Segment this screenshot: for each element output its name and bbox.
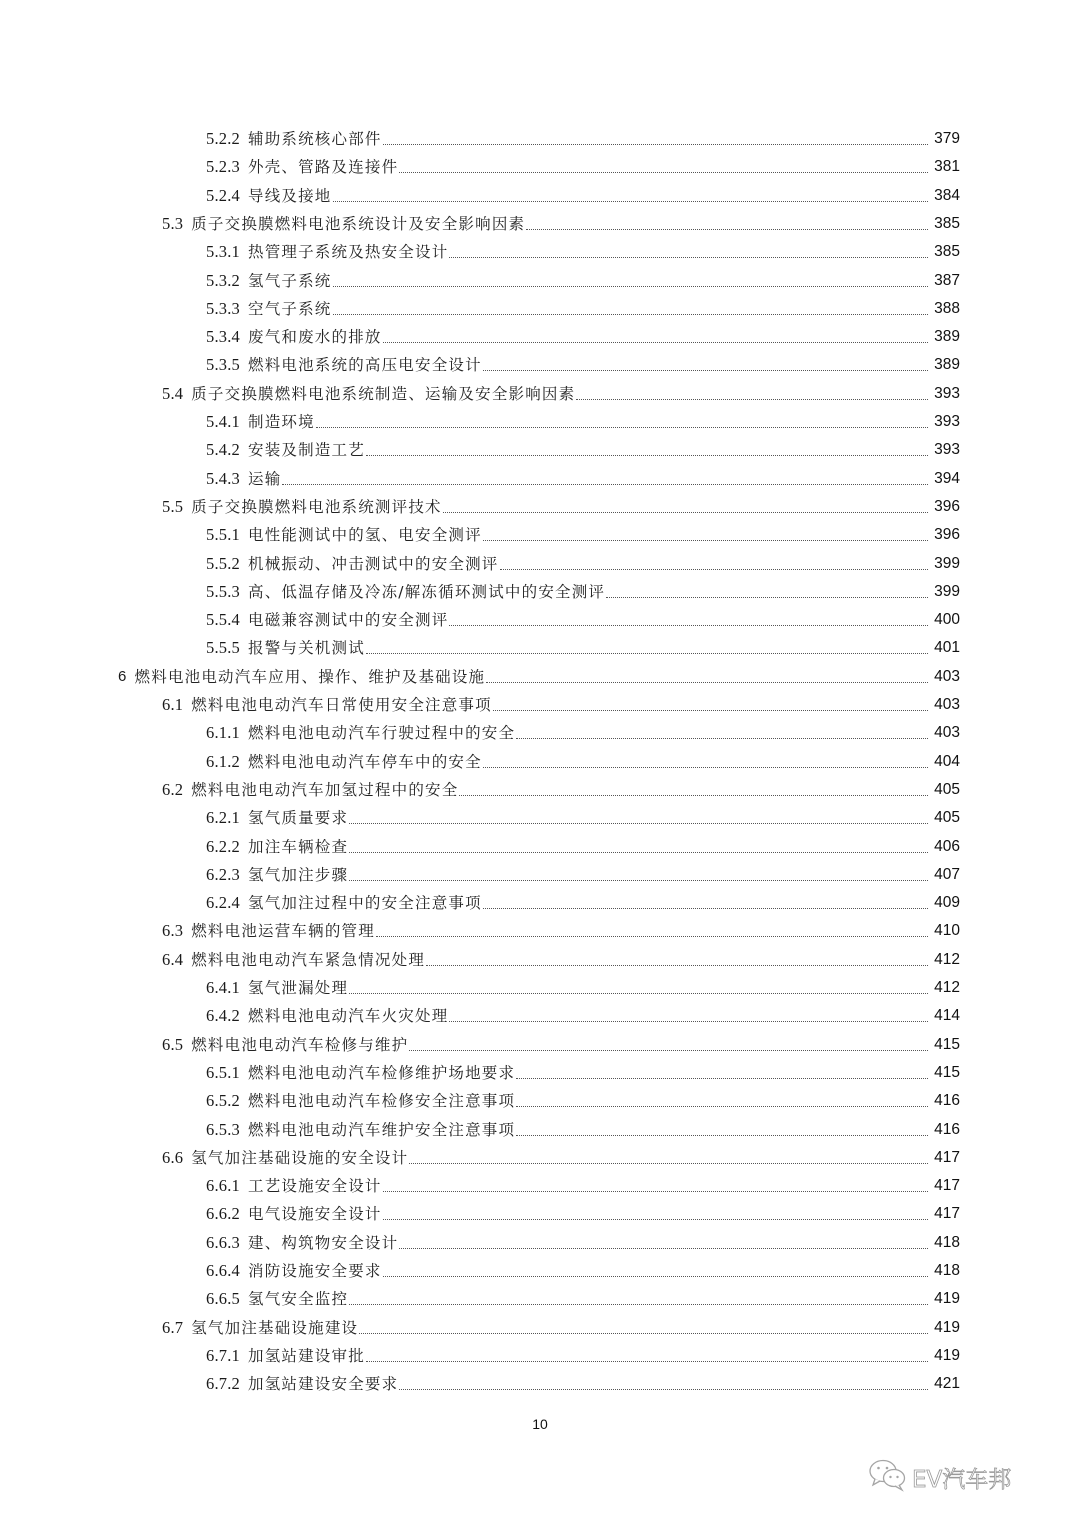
toc-entry[interactable] [0, 323, 960, 351]
toc-entry-title: 燃料电池电动汽车日常使用安全注意事项 [191, 696, 492, 714]
toc-entry-page: 381 [934, 158, 960, 176]
toc-entry-page: 410 [934, 922, 960, 940]
toc-entry[interactable] [0, 125, 960, 153]
toc-entry-page: 409 [934, 894, 960, 912]
toc-entry-page: 384 [934, 186, 960, 204]
toc-entry-page: 414 [934, 1007, 960, 1025]
toc-entry-title: 氢气加注步骤 [248, 865, 349, 884]
toc-entry-title: 燃料电池电动汽车检修与维护 [191, 1035, 409, 1054]
toc-entry[interactable] [0, 1116, 960, 1144]
dot-leader [516, 719, 928, 747]
toc-entry-page: 399 [934, 582, 960, 600]
toc-entry[interactable] [0, 776, 960, 804]
watermark [868, 1458, 1011, 1496]
toc-entry[interactable] [0, 1002, 960, 1030]
dot-leader [516, 1059, 928, 1087]
toc-entry[interactable] [0, 408, 960, 436]
toc-entry-page: 415 [934, 1035, 960, 1053]
toc-entry-title: 质子交换膜燃料电池系统制造、运输及安全影响因素 [191, 384, 576, 403]
toc-entry-title: 氢气加注基础设施建设 [191, 1318, 359, 1337]
toc-entry-number: 6 [118, 667, 127, 685]
toc-entry[interactable] [0, 804, 960, 832]
toc-entry-page: 405 [934, 780, 960, 798]
toc-entry-title: 运输 [248, 469, 282, 488]
toc-entry[interactable] [0, 1172, 960, 1200]
toc-entry-page: 406 [934, 837, 960, 855]
toc-entry-title: 氢气质量要求 [248, 809, 349, 828]
toc-entry[interactable] [0, 889, 960, 917]
toc-entry-page: 399 [934, 554, 960, 572]
toc-entry[interactable] [0, 267, 960, 295]
dot-leader [459, 776, 928, 804]
toc-entry-page: 379 [934, 130, 960, 147]
toc-entry[interactable] [0, 1285, 960, 1313]
toc-entry[interactable] [0, 1257, 960, 1285]
toc-entry-page: 412 [934, 950, 960, 968]
toc-entry-title: 外壳、管路及连接件 [248, 158, 399, 177]
toc-entry[interactable] [0, 436, 960, 464]
dot-leader [483, 748, 928, 776]
toc-entry-title: 机械振动、冲击测试中的安全测评 [248, 554, 499, 573]
toc-entry-page: 419 [934, 1346, 960, 1364]
toc-entry-page: 393 [934, 441, 960, 459]
toc-entry-number: 6.2.1 [206, 808, 240, 828]
toc-entry-number: 5.2.3 [206, 157, 240, 177]
toc-entry-title: 制造环境 [248, 413, 315, 431]
toc-entry-number: 6.7.1 [206, 1345, 240, 1365]
dot-leader [383, 323, 928, 351]
dot-leader [366, 634, 928, 662]
toc-entry[interactable] [0, 748, 960, 776]
toc-entry-page: 396 [934, 497, 960, 515]
dot-leader [366, 436, 928, 464]
toc-entry-number: 5.3 [162, 213, 184, 233]
toc-entry-number: 6.2 [162, 779, 184, 799]
toc-entry-number: 5.2.2 [206, 129, 240, 148]
toc-entry-page: 418 [934, 1233, 960, 1251]
toc-entry[interactable] [0, 1370, 960, 1398]
toc-entry-page: 421 [934, 1375, 960, 1393]
toc-entry-page: 388 [934, 299, 960, 317]
toc-entry-page: 400 [934, 611, 960, 629]
toc-entry[interactable] [0, 521, 960, 549]
toc-entry[interactable] [0, 1200, 960, 1228]
toc-entry[interactable] [0, 1087, 960, 1115]
toc-entry-page: 394 [934, 469, 960, 487]
toc-entry-page: 417 [934, 1205, 960, 1223]
page-number: 10 [532, 1416, 548, 1432]
toc-entry-title: 加氢站建设安全要求 [248, 1375, 399, 1394]
toc-entry[interactable] [0, 719, 960, 747]
toc-entry-number: 6.6.4 [206, 1261, 240, 1280]
toc-entry[interactable] [0, 1031, 960, 1059]
toc-entry-title: 导线及接地 [248, 186, 332, 205]
dot-leader [449, 606, 928, 634]
toc-entry-page: 389 [934, 328, 960, 346]
toc-entry-number: 5.4.1 [206, 412, 240, 431]
toc-entry-number: 5.5.3 [206, 581, 240, 601]
toc-entry-title: 燃料电池电动汽车行驶过程中的安全 [248, 724, 516, 743]
toc-entry-title: 氢气子系统 [248, 271, 332, 290]
toc-entry-number: 6.5 [162, 1034, 184, 1054]
toc-entry[interactable] [0, 493, 960, 521]
toc-entry-number: 5.4.2 [206, 440, 240, 460]
wechat-icon [868, 1458, 908, 1496]
toc-entry-title: 安装及制造工艺 [248, 441, 365, 460]
toc-entry-number: 6.6.2 [206, 1204, 240, 1224]
toc-entry-number: 6.1 [162, 695, 184, 714]
dot-leader [483, 889, 928, 917]
dot-leader [576, 380, 928, 408]
toc-entry-number: 6.5.2 [206, 1091, 240, 1111]
toc-entry[interactable] [0, 550, 960, 578]
toc-entry-page: 417 [934, 1177, 960, 1195]
toc-entry[interactable] [0, 238, 960, 266]
dot-leader [443, 493, 928, 521]
toc-entry-number: 6.5.1 [206, 1062, 240, 1082]
toc-entry-page: 417 [934, 1148, 960, 1166]
toc-entry-number: 5.4 [162, 383, 184, 403]
toc-entry-page: 403 [934, 724, 960, 742]
toc-entry[interactable] [0, 1144, 960, 1172]
dot-leader [349, 974, 928, 1002]
toc-entry-number: 6.1.1 [206, 723, 240, 743]
toc-entry-title: 氢气泄漏处理 [248, 979, 349, 997]
toc-entry-page: 396 [934, 526, 960, 544]
toc-entry-title: 电磁兼容测试中的安全测评 [248, 611, 449, 630]
dot-leader [366, 1342, 928, 1370]
toc-entry[interactable] [0, 1229, 960, 1257]
toc-entry-title: 电气设施安全设计 [248, 1205, 382, 1224]
dot-leader [316, 408, 928, 436]
toc-entry-number: 5.3.3 [206, 298, 240, 318]
toc-entry-page: 412 [934, 979, 960, 996]
toc-entry-page: 416 [934, 1092, 960, 1110]
dot-leader [383, 125, 928, 153]
toc-entry-number: 6.3 [162, 921, 184, 941]
toc-entry-page: 385 [934, 214, 960, 232]
toc-entry-page: 403 [934, 667, 960, 685]
toc-entry-title: 废气和废水的排放 [248, 328, 382, 347]
toc-entry[interactable] [0, 153, 960, 181]
toc-entry[interactable] [0, 182, 960, 210]
toc-entry-number: 5.2.4 [206, 185, 240, 205]
toc-entry-page: 419 [934, 1318, 960, 1336]
toc-entry-title: 氢气加注基础设施的安全设计 [191, 1148, 409, 1167]
toc-entry-title: 工艺设施安全设计 [248, 1177, 382, 1196]
dot-leader [399, 1370, 928, 1398]
toc-entry-page: 415 [934, 1063, 960, 1081]
toc-entry-title: 燃料电池电动汽车维护安全注意事项 [248, 1120, 516, 1139]
toc-entry-page: 404 [934, 752, 960, 770]
dot-leader [449, 1002, 928, 1030]
dot-leader [483, 521, 928, 549]
dot-leader [426, 946, 928, 974]
toc-entry-number: 5.3.4 [206, 327, 240, 347]
toc-entry-title: 消防设施安全要求 [248, 1262, 382, 1280]
toc-entry-number: 6.2.2 [206, 836, 240, 856]
toc-entry[interactable] [0, 465, 960, 493]
toc-entry-title: 加氢站建设审批 [248, 1346, 365, 1365]
toc-entry-number: 6.7 [162, 1317, 184, 1337]
toc-entry-title: 建、构筑物安全设计 [248, 1233, 399, 1252]
dot-leader [516, 1116, 928, 1144]
dot-leader [500, 550, 928, 578]
toc-entry[interactable] [0, 295, 960, 323]
dot-leader [383, 1200, 928, 1228]
toc-entry-number: 5.5.4 [206, 610, 240, 630]
toc-entry-title: 辅助系统核心部件 [248, 130, 382, 148]
dot-leader [493, 691, 928, 719]
toc-entry-title: 高、低温存储及冷冻/解冻循环测试中的安全测评 [248, 582, 606, 601]
dot-leader [349, 804, 928, 832]
dot-leader [333, 267, 928, 295]
toc-entry-title: 燃料电池电动汽车紧急情况处理 [191, 950, 426, 969]
dot-leader [516, 1087, 928, 1115]
toc-entry-page: 405 [934, 809, 960, 827]
toc-entry-title: 空气子系统 [248, 299, 332, 318]
toc-entry-title: 报警与关机测试 [248, 639, 365, 658]
toc-entry-number: 5.3.5 [206, 355, 240, 375]
dot-leader [282, 465, 928, 493]
toc-entry-number: 6.6.3 [206, 1232, 240, 1252]
toc-entry[interactable] [0, 351, 960, 379]
toc-entry-number: 6.6.1 [206, 1176, 240, 1196]
toc-entry-number: 5.5.5 [206, 638, 240, 658]
toc-entry-number: 5.5.1 [206, 525, 240, 545]
toc-entry-title: 燃料电池电动汽车加氢过程中的安全 [191, 780, 459, 799]
toc-entry-number: 6.4 [162, 949, 184, 969]
toc-entry-page: 385 [934, 243, 960, 261]
toc-entry-page: 389 [934, 356, 960, 374]
toc-entry-title: 质子交换膜燃料电池系统测评技术 [191, 497, 442, 516]
toc-entry-number: 6.5.3 [206, 1119, 240, 1139]
toc-entry[interactable] [0, 606, 960, 634]
toc-entry-title: 氢气加注过程中的安全注意事项 [248, 894, 482, 913]
toc-entry-title: 氢气安全监控 [248, 1290, 349, 1309]
toc-entry[interactable] [0, 210, 960, 238]
toc-entry-number: 5.3.1 [206, 242, 240, 262]
toc-entry-page: 416 [934, 1120, 960, 1138]
toc-entry-page: 393 [934, 384, 960, 402]
dot-leader [486, 663, 928, 691]
dot-leader [333, 182, 928, 210]
toc-entry-title: 燃料电池电动汽车停车中的安全 [248, 752, 482, 771]
dot-leader [383, 1257, 928, 1285]
toc-entry-page: 419 [934, 1290, 960, 1308]
dot-leader [359, 1314, 928, 1342]
toc-entry-number: 6.2.3 [206, 864, 240, 884]
toc-entry-number: 6.6 [162, 1147, 184, 1167]
dot-leader [409, 1144, 928, 1172]
toc-entry-page: 393 [934, 413, 960, 430]
watermark-text: EV汽车邦 [912, 1466, 1012, 1493]
dot-leader [526, 210, 928, 238]
toc-entry-title: 质子交换膜燃料电池系统设计及安全影响因素 [191, 214, 526, 233]
dot-leader [376, 917, 928, 945]
toc-entry-title: 燃料电池系统的高压电安全设计 [248, 356, 482, 375]
toc-entry[interactable] [0, 663, 960, 691]
dot-leader [349, 833, 928, 861]
toc-entry-title: 燃料电池运营车辆的管理 [191, 922, 375, 941]
toc-entry-page: 407 [934, 865, 960, 883]
toc-entry-title: 燃料电池电动汽车检修维护场地要求 [248, 1063, 516, 1082]
toc-entry-title: 燃料电池电动汽车检修安全注意事项 [248, 1092, 516, 1111]
toc-entry-number: 6.4.1 [206, 978, 240, 997]
toc-entry[interactable] [0, 691, 960, 719]
toc-entry-number: 6.7.2 [206, 1374, 240, 1394]
dot-leader [483, 351, 928, 379]
toc-entry-number: 6.1.2 [206, 751, 240, 771]
toc-entry[interactable] [0, 833, 960, 861]
toc-entry-number: 6.6.5 [206, 1289, 240, 1309]
toc-entry-number: 6.2.4 [206, 893, 240, 913]
toc-entry[interactable] [0, 1314, 960, 1342]
toc-entry-number: 6.4.2 [206, 1006, 240, 1026]
dot-leader [333, 295, 928, 323]
toc-entry-title: 燃料电池电动汽车应用、操作、维护及基础设施 [134, 667, 486, 686]
toc-entry[interactable] [0, 578, 960, 606]
toc-entry-title: 加注车辆检查 [248, 837, 349, 856]
toc-entry-number: 5.5 [162, 496, 184, 516]
dot-leader [449, 238, 928, 266]
toc-entry-number: 5.3.2 [206, 270, 240, 290]
toc-entry-page: 387 [934, 271, 960, 289]
toc-entry[interactable] [0, 974, 960, 1002]
toc-entry-page: 418 [934, 1262, 960, 1279]
dot-leader [399, 153, 928, 181]
toc-entry-title: 电性能测试中的氢、电安全测评 [248, 526, 482, 545]
toc-entry-number: 5.5.2 [206, 553, 240, 573]
toc-entry[interactable] [0, 946, 960, 974]
toc-entry-number: 5.4.3 [206, 468, 240, 488]
toc-entry[interactable] [0, 1059, 960, 1087]
toc-entry[interactable] [0, 917, 960, 945]
toc-entry-title: 燃料电池电动汽车火灾处理 [248, 1007, 449, 1026]
dot-leader [399, 1229, 928, 1257]
dot-leader [606, 578, 928, 606]
toc-entry-page: 401 [934, 639, 960, 657]
toc-entry-page: 403 [934, 696, 960, 713]
toc-entry[interactable] [0, 1342, 960, 1370]
toc-entry[interactable] [0, 634, 960, 662]
dot-leader [383, 1172, 928, 1200]
toc-entry[interactable] [0, 861, 960, 889]
dot-leader [409, 1031, 928, 1059]
toc-entry[interactable] [0, 380, 960, 408]
dot-leader [349, 861, 928, 889]
toc-entry-title: 热管理子系统及热安全设计 [248, 243, 449, 262]
dot-leader [349, 1285, 928, 1313]
